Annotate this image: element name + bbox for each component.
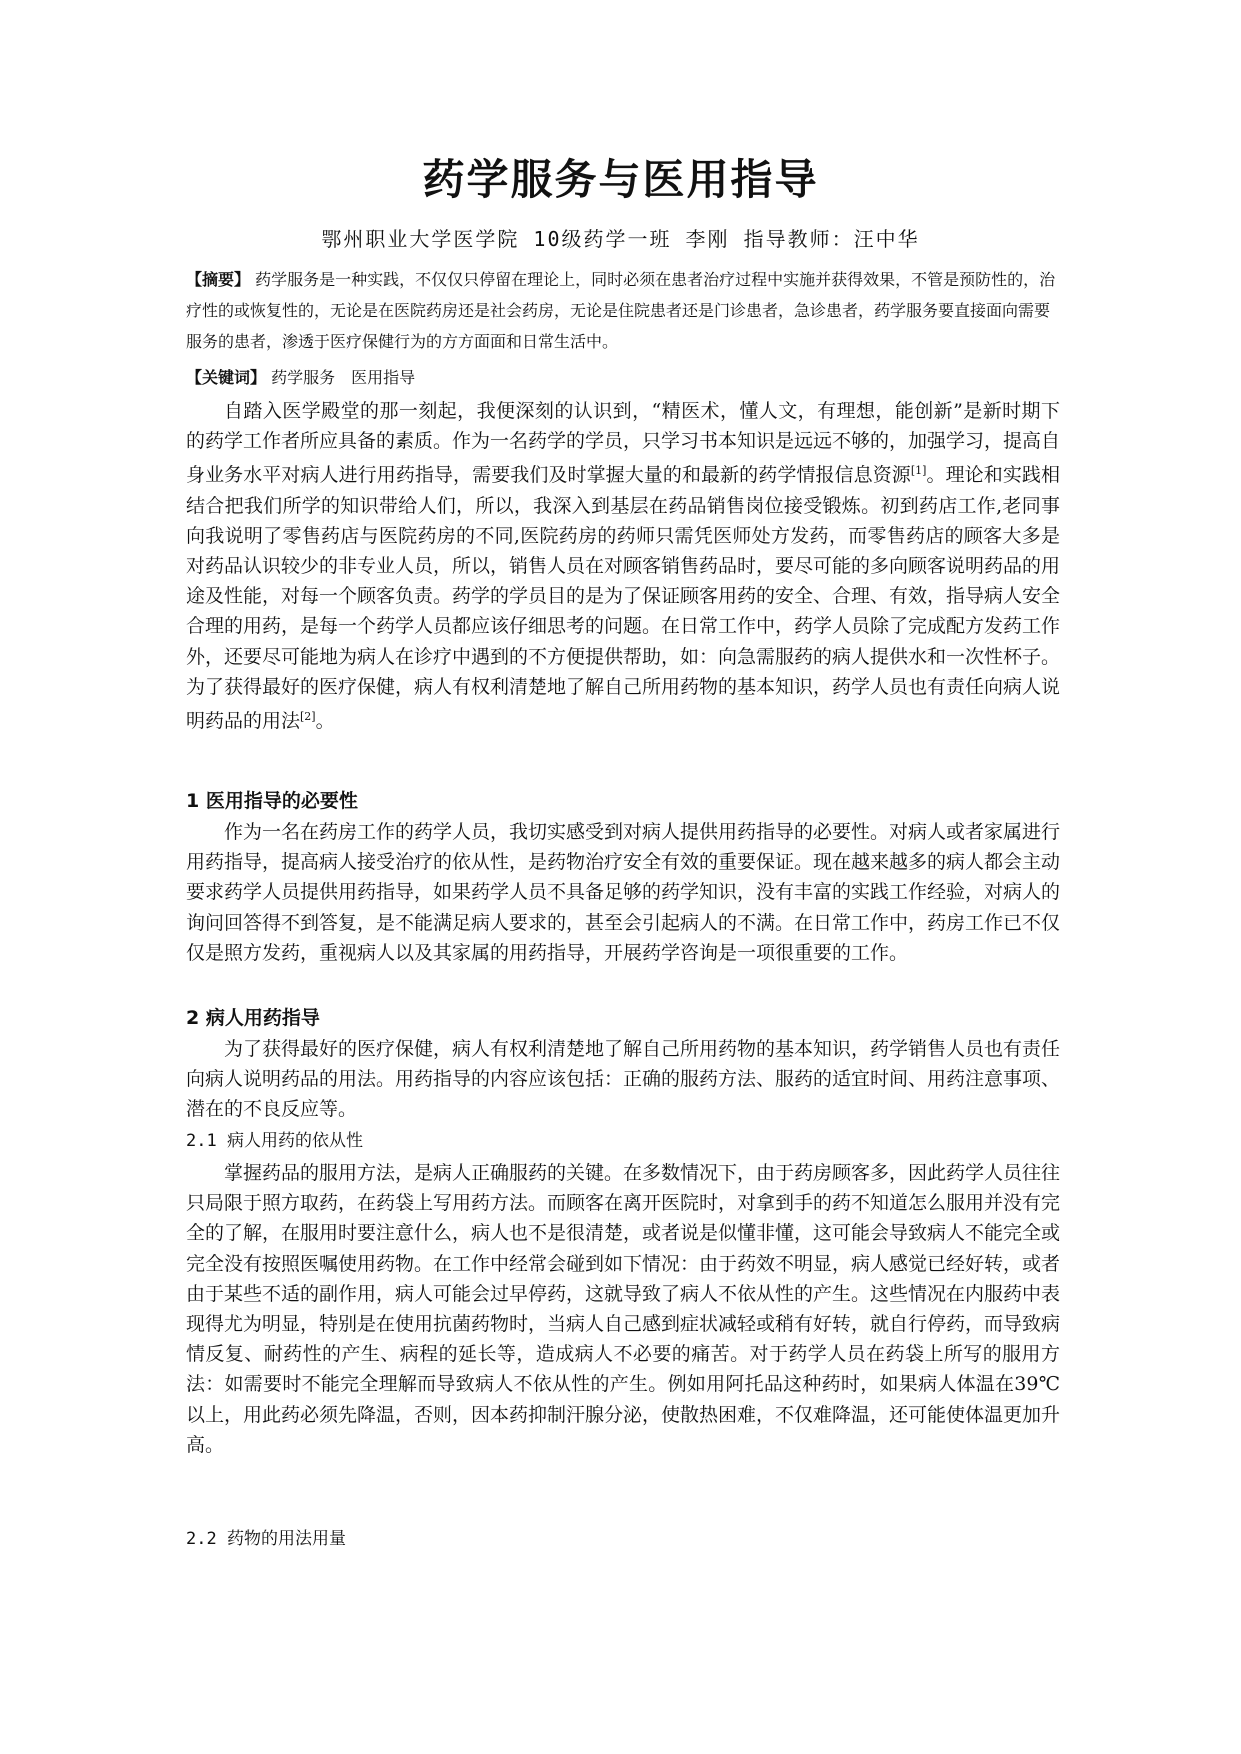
- section-2-paragraph: 为了获得最好的医疗保健，病人有权利清楚地了解自己所用药物的基本知识，药学销售人员也有责任向病人说明药品的用法。用药指导的内容应该包括：正确的服药方法、服药的适宜时间、用药注意事项、潜在的不良反应等。: [186, 1038, 1061, 1121]
- section-2-heading: 2 病人用药指导: [186, 1007, 320, 1029]
- keywords-label: 【关键词】: [186, 368, 267, 387]
- keywords-text: 药学服务 医用指导: [271, 368, 416, 387]
- intro-text-part3: 。: [315, 710, 335, 733]
- section-1-paragraph: 作为一名在药房工作的药学人员，我切实感受到对病人提供用药指导的必要性。对病人或者家属进行用药指导，提高病人接受治疗的依从性，是药物治疗安全有效的重要保证。现在越来越多的病人都会主动要求药学人员提供用药指导，如果药学人员不具备足够的药学知识，没有丰富的实践工作经验，对病人的询问回答得不到答复，是不能满足病人要求的，甚至会引起病人的不满。在日常工作中，药房工作已不仅仅是照方发药，重视病人以及其家属的用药指导，开展药学咨询是一项很重要的工作。: [186, 821, 1061, 964]
- section-2-1-heading: 2.1 病人用药的依从性: [186, 1131, 363, 1151]
- reference-1: [1]: [910, 464, 927, 478]
- keywords: [186, 363, 1060, 393]
- abstract-text: 药学服务是一种实践，不仅仅只停留在理论上，同时必须在患者治疗过程中实施并获得效果，不管是预防性的，治疗性的或恢复性的，无论是在医院药房还是社会药房，无论是住院患者还是门诊患者，急诊患者，药学服务要直接面向需要服务的患者，渗透于医疗保健行为的方方面面和日常生活中。: [186, 270, 1056, 351]
- document-title: 药学服务与医用指导: [422, 155, 819, 204]
- section-1-heading: 1 医用指导的必要性: [186, 790, 358, 812]
- author-line: 鄂州职业大学医学院 10级药学一班 李刚 指导教师：汪中华: [321, 227, 920, 251]
- section-2-1-paragraph: 掌握药品的服用方法，是病人正确服药的关键。在多数情况下，由于药房顾客多，因此药学人员往往只局限于照方取药，在药袋上写用药方法。而顾客在离开医院时，对拿到手的药不知道怎么服用并没有完全的了解，在服用时要注意什么，病人也不是很清楚，或者说是似懂非懂，这可能会导致病人不能完全或完全没有按照医嘱使用药物。在工作中经常会碰到如下情况：由于药效不明显，病人感觉已经好转，或者由于某些不适的副作用，病人可能会过早停药，这就导致了病人不依从性的产生。这些情况在内服药中表现得尤为明显，特别是在使用抗菌药物时，当病人自己感到症状减轻或稍有好转，就自行停药，而导致病情反复、耐药性的产生、病程的延长等，造成病人不必要的痛苦。对于药学人员在药袋上所写的服用方法：如需要时不能完全理解而导致病人不依从性的产生。例如用阿托品这种药时，如果病人体温在39℃以上，用此药必须先降温，否则，因本药抑制汗腺分泌，使散热困难，不仅难降温，还可能使体温更加升高。: [186, 1162, 1061, 1456]
- intro-paragraph: [186, 396, 1060, 736]
- intro-text-part1: 自踏入医学殿堂的那一刻起，我便深刻的认识到，“精医术，懂人文，有理想，能创新”是新时期下的药学工作者所应具备的素质。作为一名药学的学员，只学习书本知识是远远不够的，加强学习，提高自身业务水平对病人进行用药指导，需要我们及时掌握大量的和最新的药学情报信息资源: [186, 400, 1061, 487]
- abstract: [186, 264, 1060, 357]
- reference-2: [2]: [300, 710, 316, 724]
- intro-text-part2: 。理论和实践相结合把我们所学的知识带给人们，所以，我深入到基层在药品销售岗位接受锻炼。初到药店工作,老同事向我说明了零售药店与医院药房的不同,医院药房的药师只需凭医师处方发药，而零售药店的顾客大多是对药品认识较少的非专业人员，所以，销售人员在对顾客销售药品时，要尽可能的多向顾客说明药品的用途及性能，对每一个顾客负责。药学的学员目的是为了保证顾客用药的安全、合理、有效，指导病人安全合理的用药，是每一个药学人员都应该仔细思考的问题。在日常工作中，药学人员除了完成配方发药工作外，还要尽可能地为病人在诊疗中遇到的不方便提供帮助，如：向急需服药的病人提供水和一次性杯子。为了获得最好的医疗保健，病人有权利清楚地了解自己所用药物的基本知识，药学人员也有责任向病人说明药品的用法: [186, 464, 1061, 733]
- abstract-label: 【摘要】: [186, 270, 251, 289]
- section-2-2-heading: 2.2 药物的用法用量: [186, 1529, 346, 1549]
